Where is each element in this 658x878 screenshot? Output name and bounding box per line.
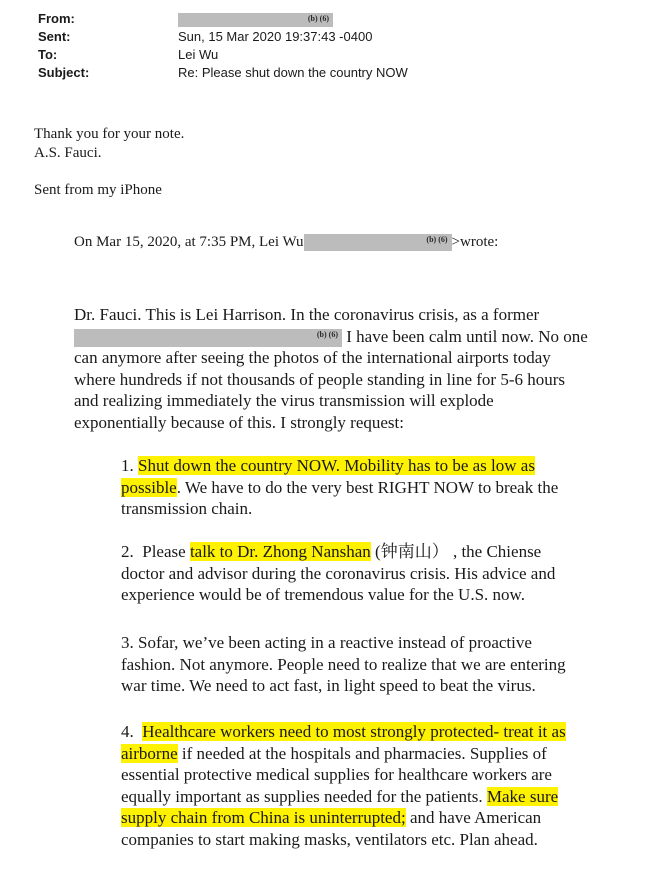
to-value: Lei Wu: [178, 47, 219, 62]
from-redaction: [178, 13, 333, 27]
point-1: [121, 455, 558, 520]
quote-prefix: On Mar 15, 2020, at 7:35 PM, Lei Wu: [74, 234, 304, 250]
point-text: if needed at the hospitals and pharmacies. Supplies of: [177, 743, 547, 763]
quote-header: [74, 232, 498, 252]
point-text: Please: [142, 542, 190, 561]
sent-label: Sent:: [38, 29, 71, 44]
point-line: transmission chain.: [121, 499, 253, 518]
point-line: fashion. Not anymore. People need to realize that we are entering: [121, 654, 566, 674]
point-number: 2.: [121, 542, 134, 561]
subject-value: Re: Please shut down the country NOW: [178, 65, 408, 80]
intro-line: exponentially because of this. I strongly request:: [74, 412, 404, 432]
point-line: war time. We need to act fast, in light speed to beat the virus.: [121, 676, 536, 695]
highlight: supply chain from China is uninterrupted;: [121, 808, 406, 827]
point-number: 1.: [121, 456, 134, 475]
point-line: 3. Sofar, we’ve been acting in a reactive instead of proactive: [121, 633, 532, 652]
highlight: talk to Dr. Zhong Nanshan: [189, 542, 371, 561]
point-text: and have American: [405, 808, 542, 827]
point-line: [121, 541, 555, 563]
point-text: . We have to do the very best RIGHT NOW to break the: [176, 477, 559, 497]
point-text: equally important as supplies needed for the patients.: [121, 786, 487, 806]
sent-value: Sun, 15 Mar 2020 19:37:43 -0400: [178, 29, 373, 44]
point-3: [121, 632, 566, 697]
intro-line: can anymore after seeing the photos of the international airports today: [74, 348, 551, 367]
quote-suffix: >wrote:: [451, 234, 499, 250]
reply-line-1: Thank you for your note.: [34, 126, 185, 142]
from-label: From:: [38, 11, 75, 26]
quote-redaction: [304, 234, 452, 251]
point-line: experience would be of tremendous value for the U.S. now.: [121, 585, 525, 604]
intro-paragraph: [74, 304, 588, 433]
highlight: Healthcare workers need to most strongly protected- treat it as: [142, 722, 566, 741]
highlight: Shut down the country NOW. Mobility has to be as low as: [138, 456, 535, 475]
point-line: companies to start making masks, ventilators etc. Plan ahead.: [121, 829, 538, 849]
intro-line: Dr. Fauci. This is Lei Harrison. In the coronavirus crisis, as a former: [74, 305, 540, 324]
intro-line: where hundreds if not thousands of people standing in line for 5-6 hours: [74, 369, 566, 389]
subject-label: Subject:: [38, 65, 90, 80]
point-4: [121, 721, 566, 850]
intro-line: [74, 326, 588, 348]
intro-redaction: [74, 329, 342, 347]
highlight: Make sure: [486, 786, 559, 806]
point-text: (钟南山） , the Chiense: [370, 542, 542, 561]
point-line: [121, 477, 558, 499]
point-line: essential protective medical supplies for healthcare workers are: [121, 765, 552, 784]
point-line: doctor and advisor during the coronavirus crisis. His advice and: [121, 563, 556, 583]
point-line: [121, 455, 558, 477]
to-label: To:: [38, 47, 58, 62]
point-number: 4.: [121, 722, 134, 741]
redaction-code: (b) (6): [316, 329, 338, 339]
point-line: [121, 786, 566, 808]
reply-line-2: A.S. Fauci.: [34, 145, 102, 161]
point-2: [121, 541, 555, 606]
highlight: possible: [121, 477, 177, 497]
redaction-code: (b) (6): [307, 13, 329, 23]
highlight: airborne: [121, 743, 178, 763]
signature: Sent from my iPhone: [34, 182, 162, 198]
intro-line: and realizing immediately the virus transmission will explode: [74, 391, 494, 410]
point-line: [121, 743, 566, 765]
point-line: [121, 807, 566, 829]
point-line: [121, 721, 566, 743]
intro-line2-tail: I have been calm until now. No one: [342, 326, 588, 346]
redaction-code: (b) (6): [426, 235, 448, 245]
from-value: [178, 10, 333, 28]
